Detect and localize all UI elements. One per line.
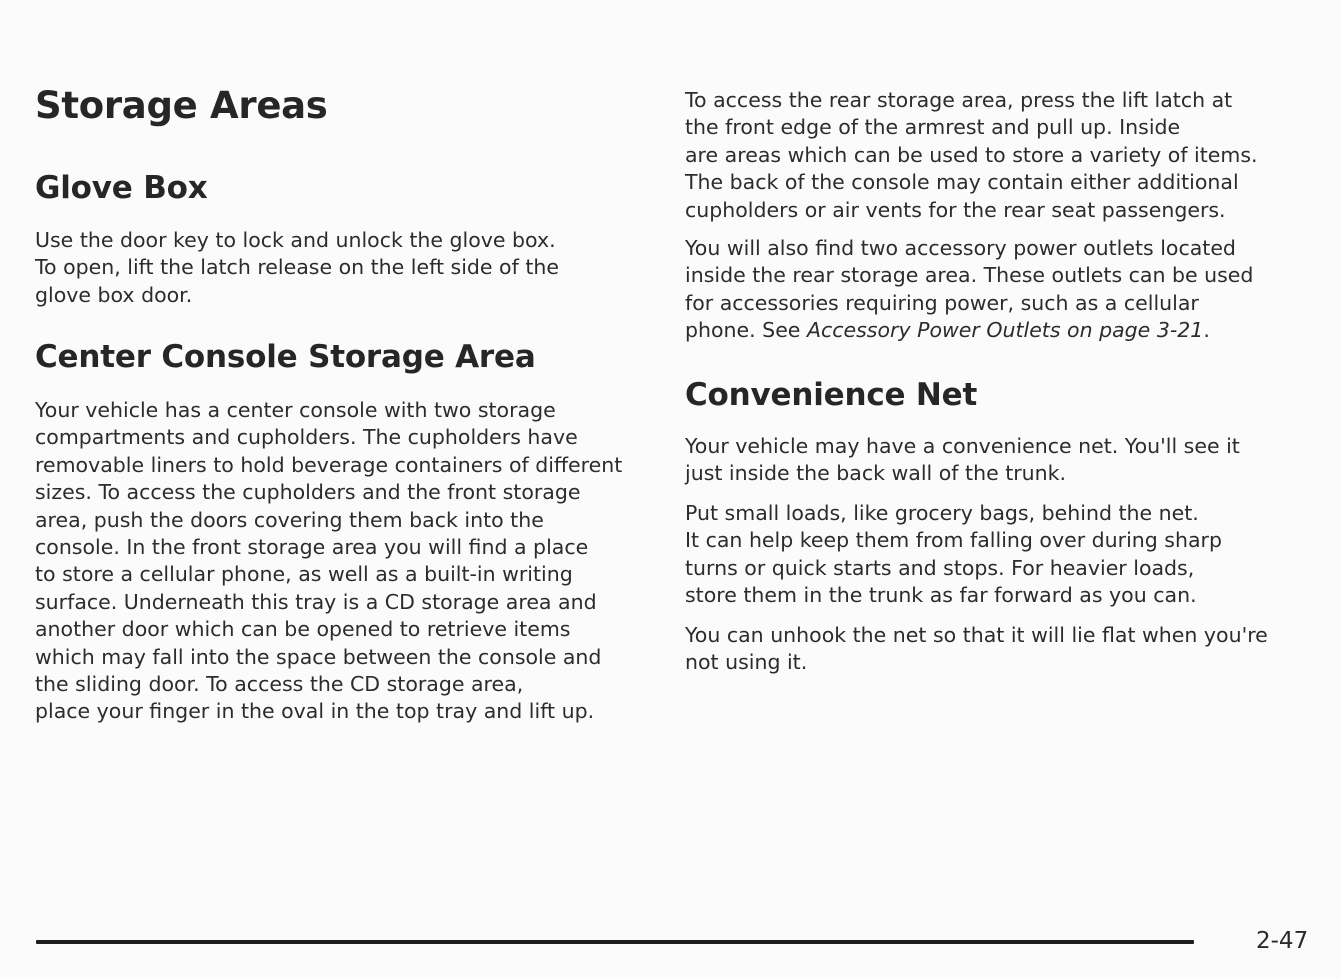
convenience-net-para-1: Your vehicle may have a convenience net. You'll see it just inside the back wall of the trunk.: [685, 434, 1240, 486]
footer-rule: [36, 940, 1194, 944]
page-title: Storage Areas: [35, 84, 328, 127]
convenience-net-para-3: You can unhook the net so that it will lie flat when you're not using it.: [685, 623, 1268, 675]
glove-box-text: Use the door key to lock and unlock the glove box. To open, lift the latch release on the left side of the glove box door.: [35, 228, 559, 307]
power-outlets-end: .: [1203, 318, 1210, 343]
page-number: 2-47: [1256, 928, 1309, 954]
convenience-net-heading: Convenience Net: [685, 377, 978, 413]
center-console-text: Your vehicle has a center console with two storage compartments and cupholders. The cupholders have removable liners to hold beverage containers of different sizes. To access the cupholders and the front storage area, push the doors covering them back into the console. In the front storage area you will find a place to store a cellular phone, as well as a built-in writing surface. Underneath this tray is a CD storage area and another door which can be opened to retrieve items which may fall into the space between the console and the sliding door. To access the CD storage area, place your finger in the oval in the top tray and lift up.: [35, 398, 623, 724]
center-console-heading: Center Console Storage Area: [35, 339, 536, 375]
power-outlets-reference: Accessory Power Outlets on page 3-21: [806, 318, 1204, 343]
power-outlets-text: [685, 235, 1310, 345]
rear-storage-text: To access the rear storage area, press the lift latch at the front edge of the armrest and pull up. Inside are areas which can be used to store a variety of items. The back of the console may contain either additional cupholders or air vents for the rear seat passengers.: [685, 88, 1258, 222]
convenience-net-para-2: Put small loads, like grocery bags, behind the net. It can help keep them from falling over during sharp turns or quick starts and stops. For heavier loads, store them in the trunk as far forward as you can.: [685, 501, 1222, 608]
power-outlets-body: You will also find two accessory power outlets located inside the rear storage area. These outlets can be used for accessories requiring power, such as a cellular phone. See: [685, 236, 1254, 343]
glove-box-heading: Glove Box: [35, 170, 208, 206]
